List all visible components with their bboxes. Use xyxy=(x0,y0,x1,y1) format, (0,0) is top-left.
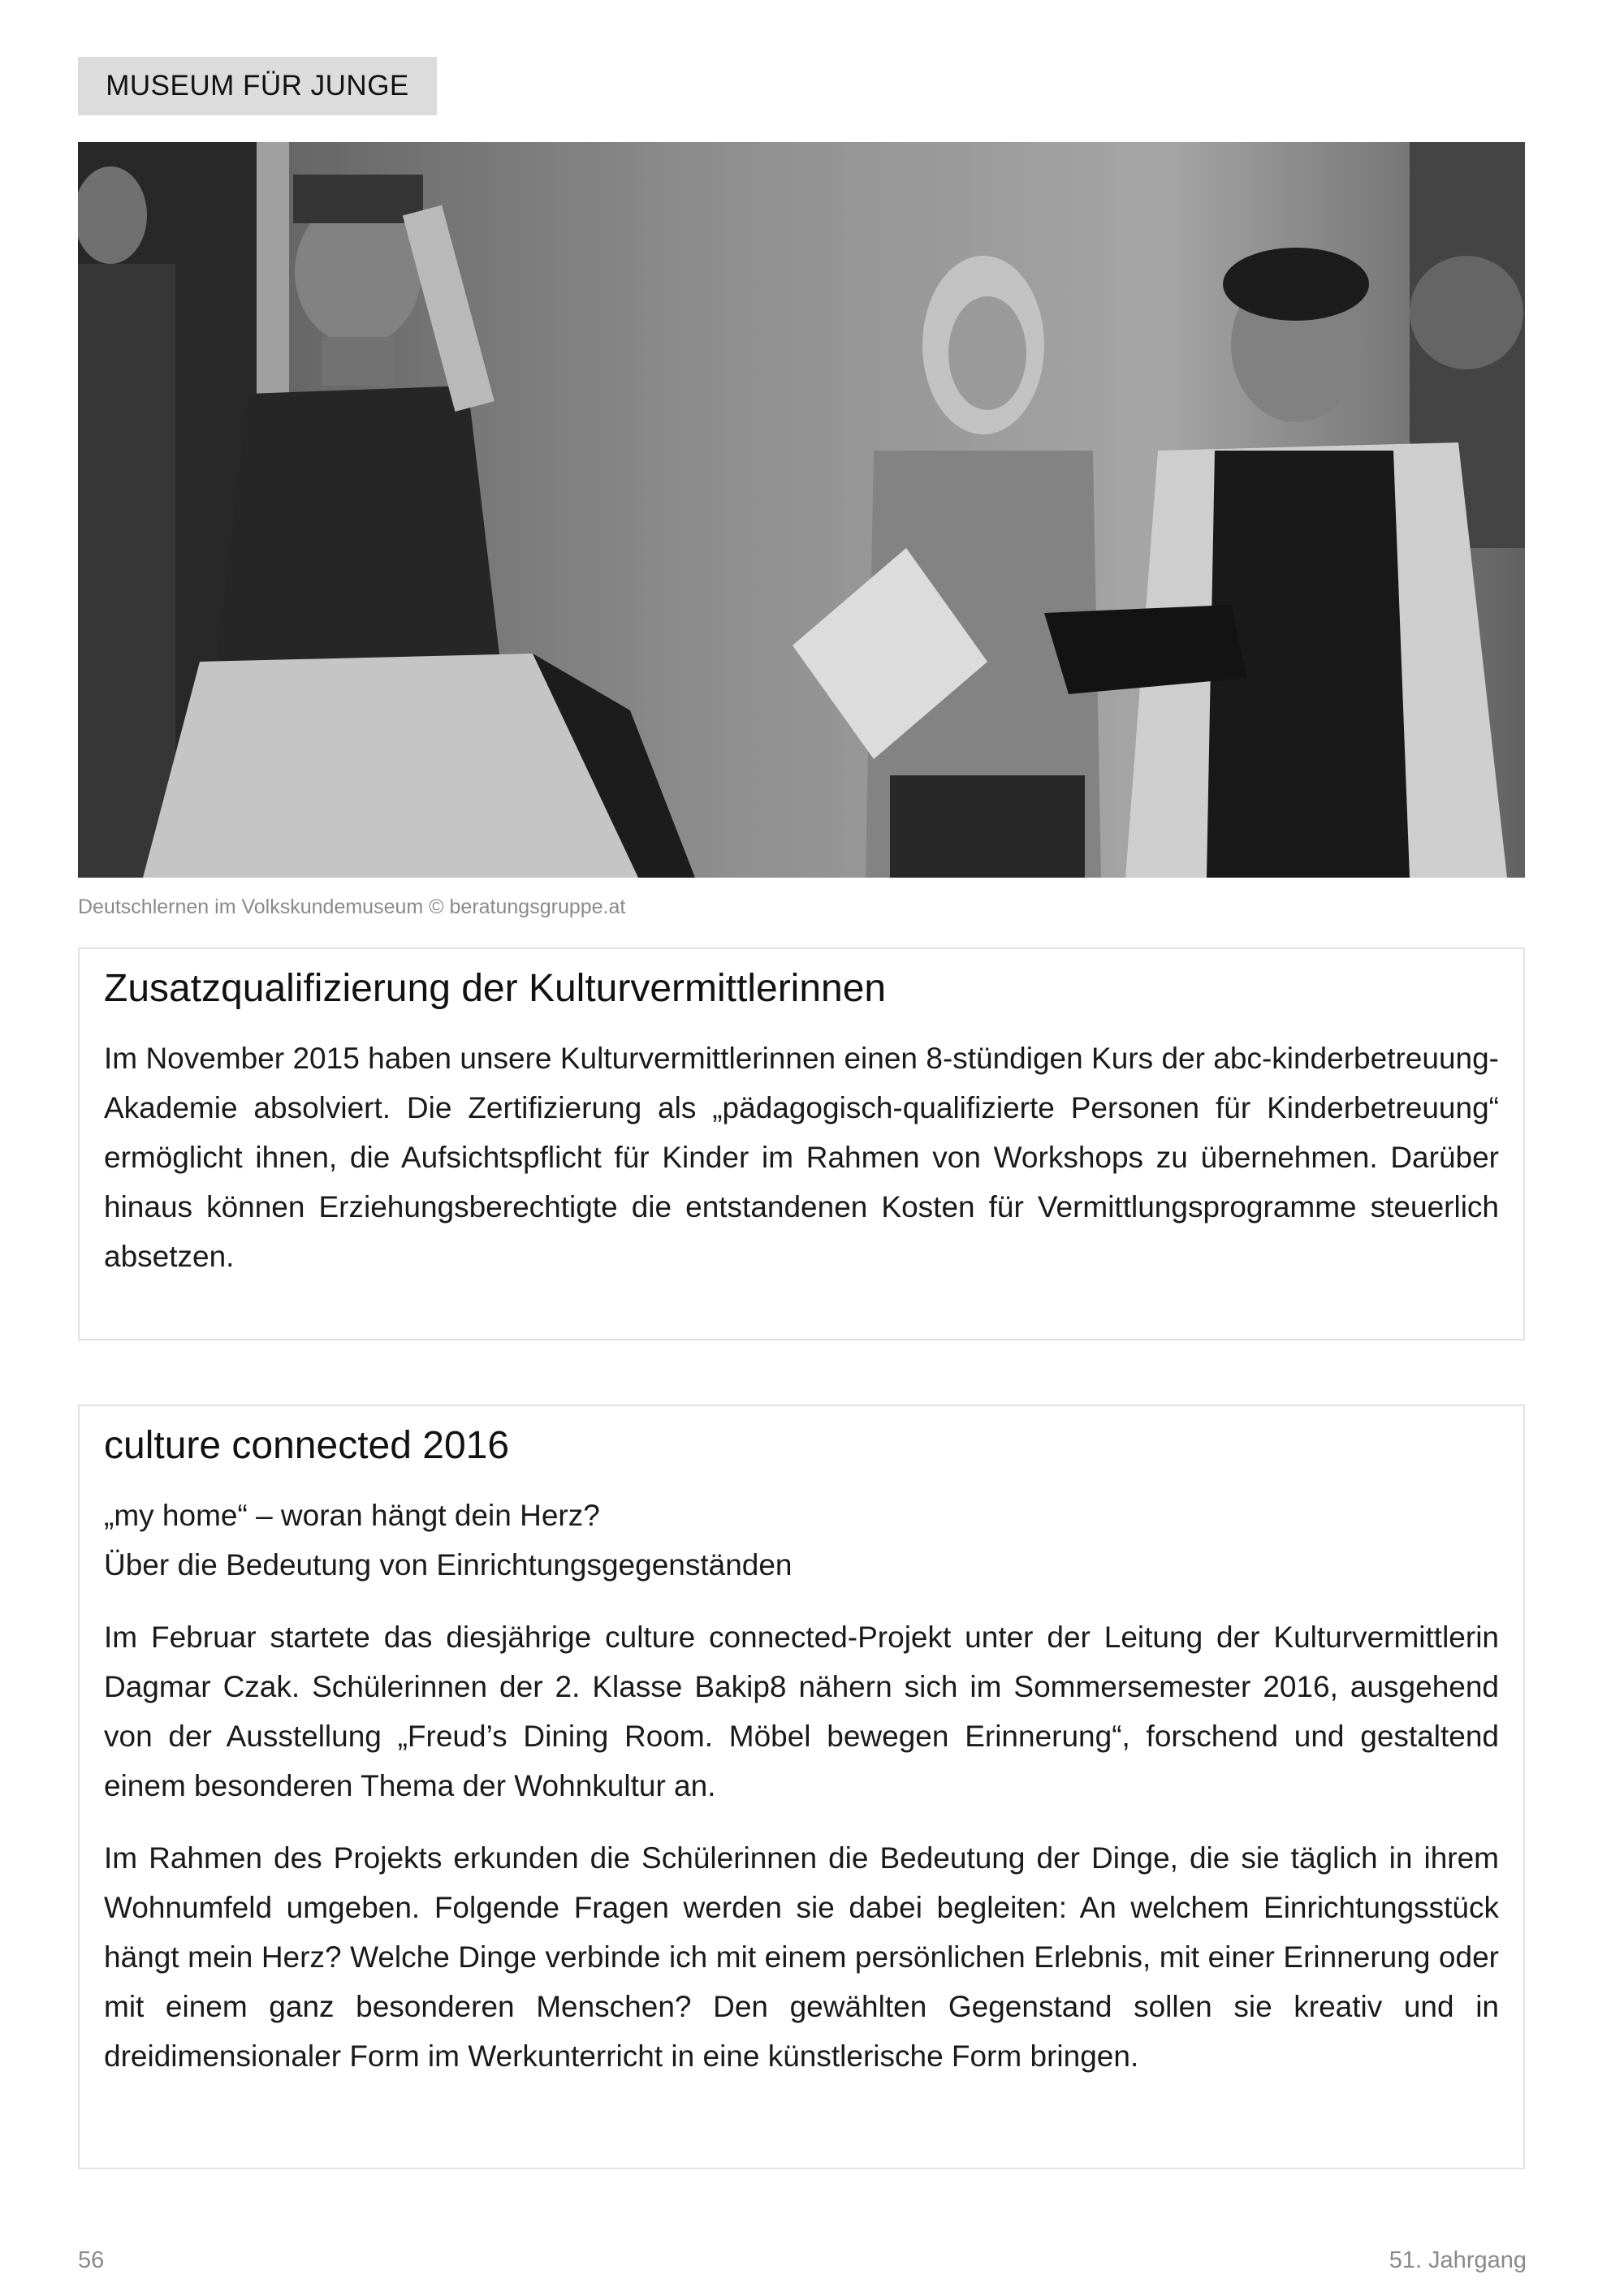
article-photo xyxy=(78,142,1525,878)
article-box-qualification xyxy=(78,947,1525,1340)
photo-caption: Deutschlernen im Volkskundemuseum © beratungsgruppe.at xyxy=(78,896,626,918)
photo-illustration xyxy=(78,142,1525,878)
article-subtitle-line2: Über die Bedeutung von Einrichtungsgegenständen xyxy=(104,1547,793,1582)
article-paragraph-2: Im Rahmen des Projekts erkunden die Schülerinnen die Bedeutung der Dinge, die sie täglich in ihrem Wohnumfeld umgeben. Folgende Fragen werden sie dabei begleiten: An welchem Einrichtungsstück hängt mein Herz? Welche Dinge verbinde ich mit einem persönlichen Erlebnis, mit einer Erinnerung oder mit einem ganz besonderen Menschen? Den gewählten Gegenstand sollen sie kreativ und in dreidimensionaler Form im Werkunterricht in eine künstlerische Form bringen. xyxy=(104,1841,1499,2073)
page-number: 56 xyxy=(78,2247,105,2273)
article-subtitle-line1: „my home“ – woran hängt dein Herz? xyxy=(104,1498,600,1532)
section-label: MUSEUM FÜR JUNGE xyxy=(78,57,437,115)
article-box-culture-connected xyxy=(78,1405,1525,2169)
article-paragraph-1: Im Februar startete das diesjährige culture connected-Projekt unter der Leitung der Kulturvermittlerin Dagmar Czak. Schülerinnen der 2. Klasse Bakip8 nähern sich im Sommersemester 2016, ausgehend von der Ausstellung „Freud’s Dining Room. Möbel bewegen Erinnerung“, forschend und gestaltend einem besonderen Thema der Wohnkultur an. xyxy=(104,1620,1499,1802)
volume-label: 51. Jahrgang xyxy=(1389,2247,1527,2273)
article-title: culture connected 2016 xyxy=(104,1424,510,1467)
article-body: Im November 2015 haben unsere Kulturvermittlerinnen einen 8-stündigen Kurs der abc-kinderbetreuung-Akademie absolviert. Die Zertifizierung als „pädagogisch-qualifizierte Personen für Kinderbetreuung“ ermöglicht ihnen, die Aufsichtspflicht für Kinder im Rahmen von Workshops zu übernehmen. Darüber hinaus können Erziehungsberechtigte die entstandenen Kosten für Vermittlungsprogramme steuerlich absetzen. xyxy=(104,1041,1499,1273)
article-title: Zusatzqualifizierung der Kulturvermittlerinnen xyxy=(104,967,887,1010)
